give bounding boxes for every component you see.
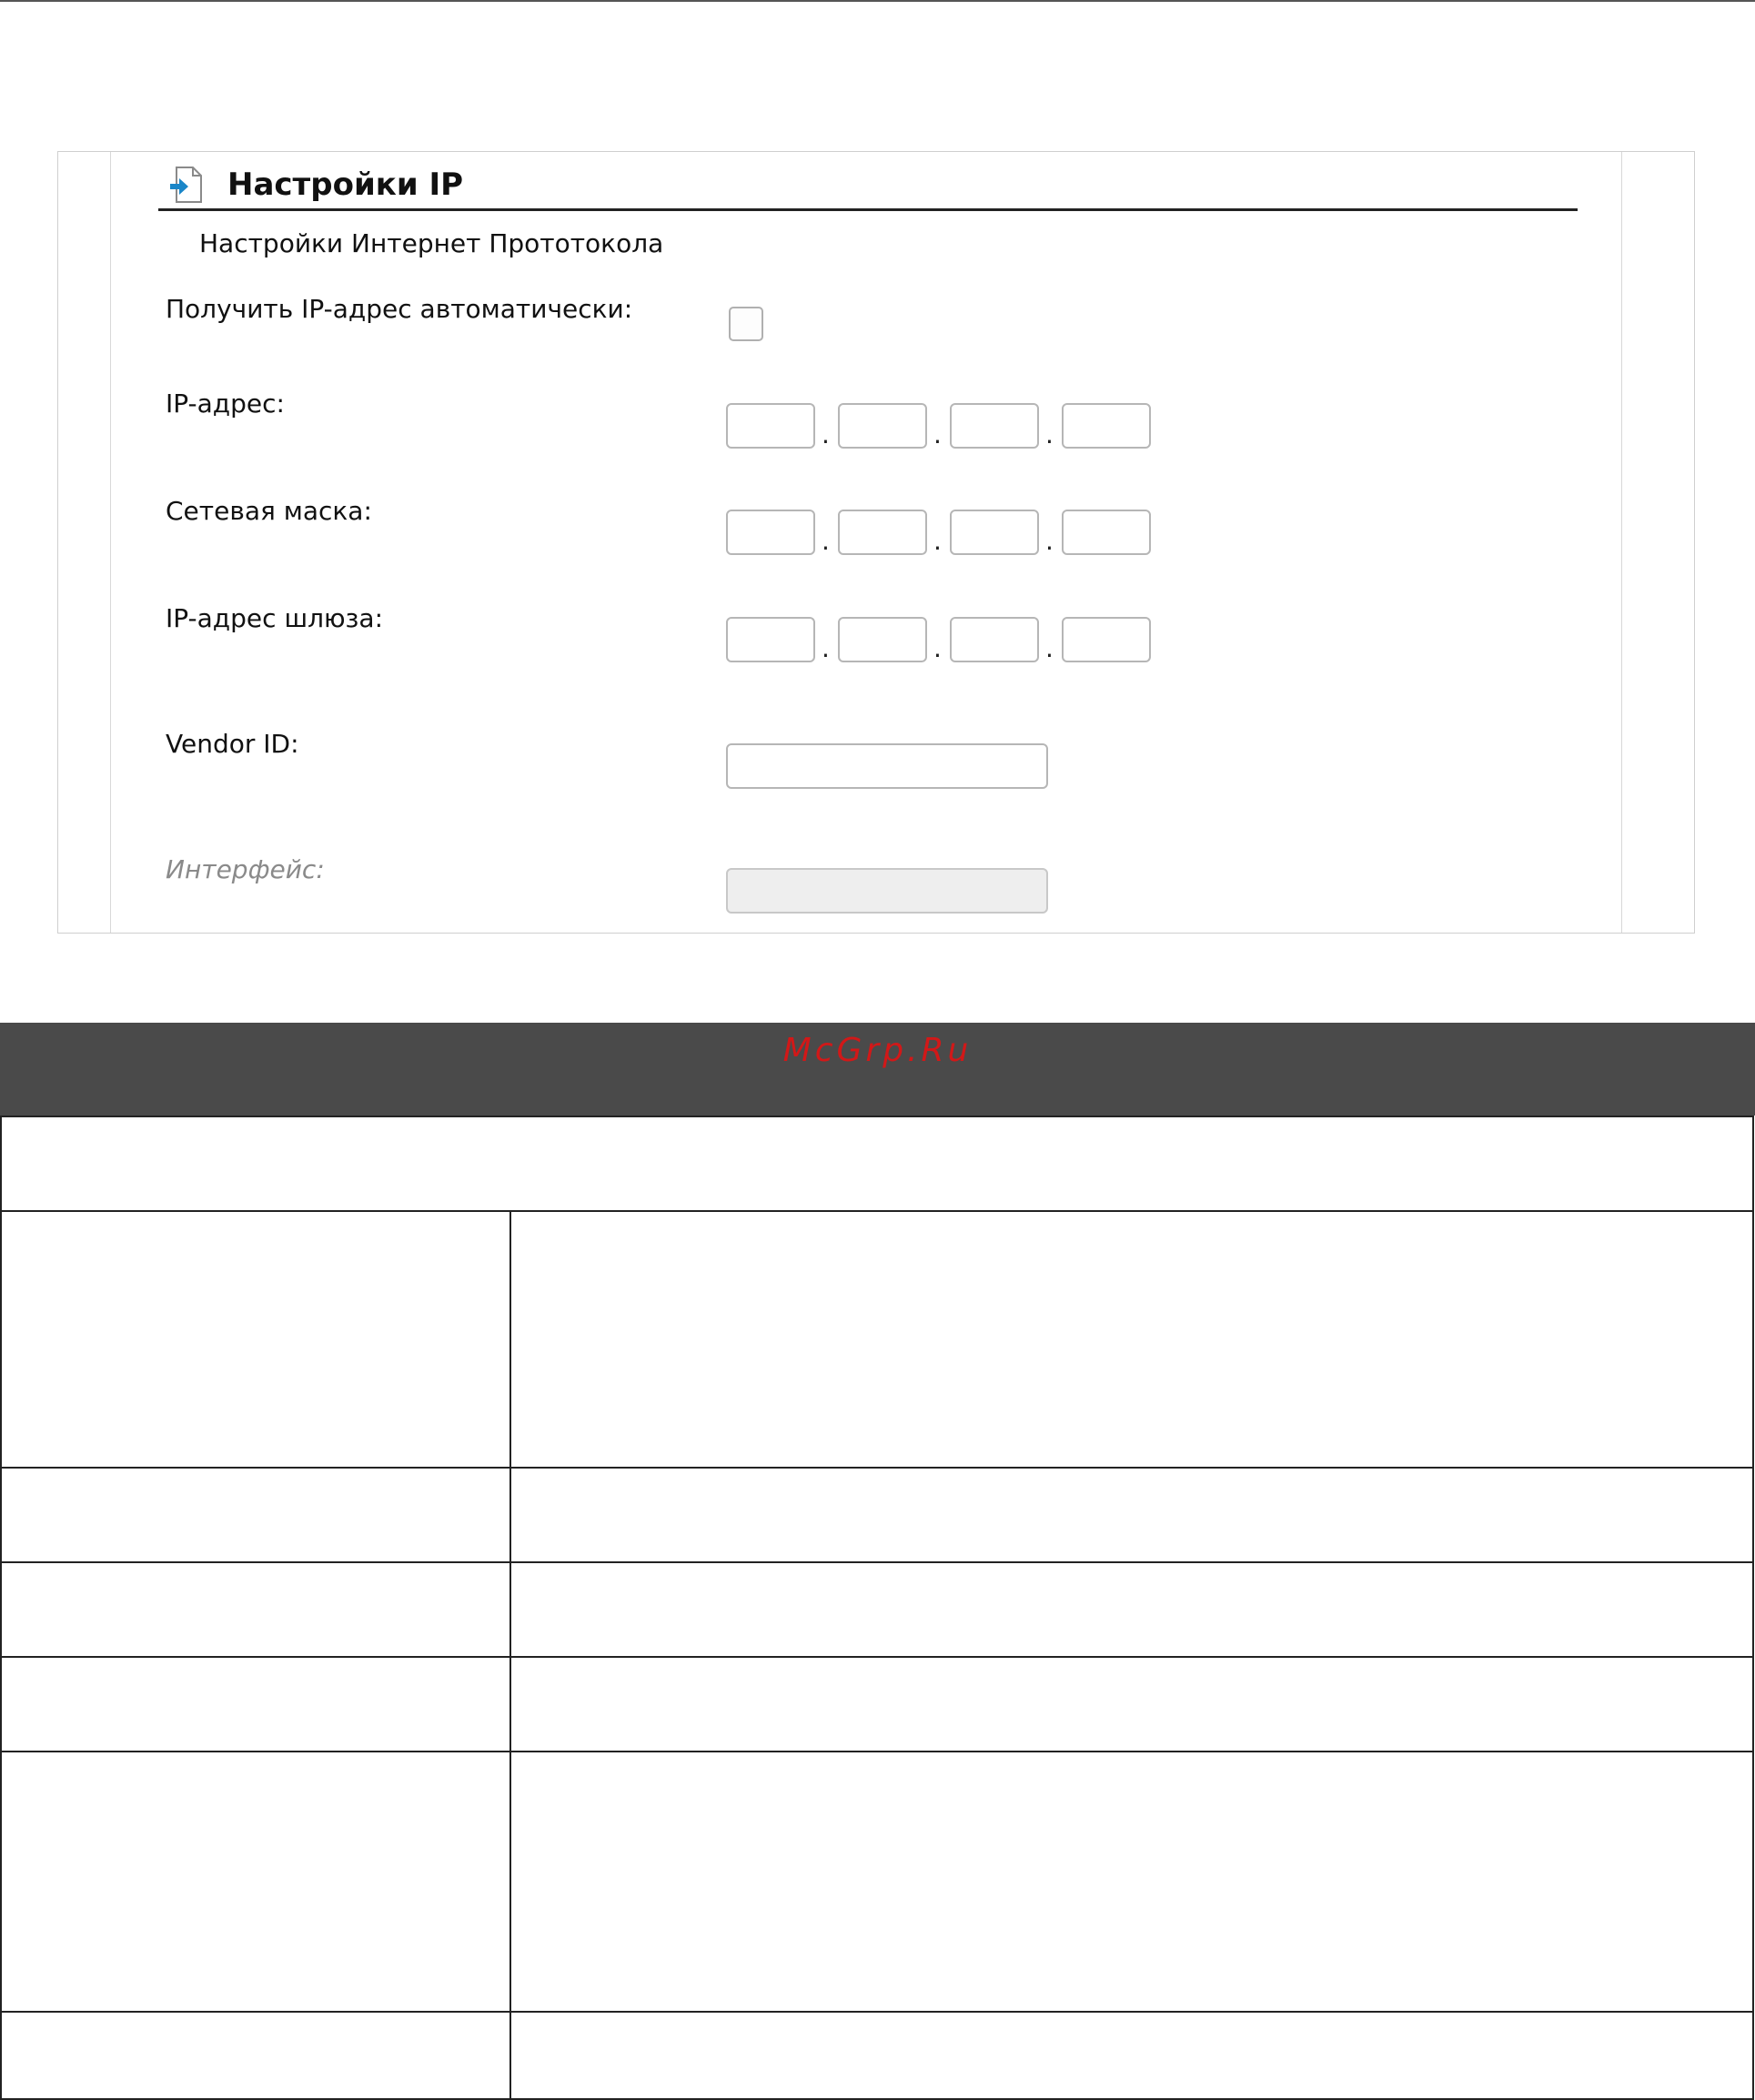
octet-separator: . (933, 419, 942, 449)
auto-ip-label: Получить IP-адрес автоматически: (166, 294, 633, 324)
octet-separator: . (933, 526, 942, 556)
octet-separator: . (822, 633, 830, 663)
subnet-mask-field (726, 510, 1163, 555)
mask-octet-4[interactable] (1062, 510, 1151, 555)
octet-separator: . (1045, 526, 1054, 556)
table-cell-description (509, 1561, 1754, 1658)
ip-octet-2[interactable] (838, 403, 927, 449)
vendor-id-input[interactable] (726, 743, 1048, 789)
ip-octet-3[interactable] (950, 403, 1039, 449)
section-subtitle: Настройки Интернет Прототокола (199, 228, 664, 258)
panel-left-rail (110, 152, 111, 933)
ip-octet-4[interactable] (1062, 403, 1151, 449)
table-cell-parameter (0, 1467, 511, 1563)
table-header-row (0, 1116, 1754, 1212)
gateway-label: IP-адрес шлюза: (166, 603, 384, 633)
octet-separator: . (933, 633, 942, 663)
section-header (166, 159, 1639, 212)
panel-right-rail (1621, 152, 1622, 933)
table-cell-parameter (0, 1210, 511, 1469)
vendor-id-label: Vendor ID: (166, 729, 299, 759)
table-cell-description (509, 1210, 1754, 1469)
ip-address-field (726, 403, 1163, 449)
gateway-octet-1[interactable] (726, 617, 815, 662)
watermark-bar (0, 1023, 1755, 1116)
table-cell-description (509, 1467, 1754, 1563)
mask-octet-3[interactable] (950, 510, 1039, 555)
interface-label: Интерфейс: (166, 854, 325, 884)
table-cell-parameter (0, 1561, 511, 1658)
interface-input (726, 868, 1048, 914)
ip-address-label: IP-адрес: (166, 389, 285, 419)
table-cell-parameter (0, 1751, 511, 2013)
table-cell-description (509, 1656, 1754, 1752)
subnet-mask-label: Сетевая маска: (166, 496, 372, 526)
gateway-octet-4[interactable] (1062, 617, 1151, 662)
table-cell-description (509, 1751, 1754, 2013)
page-arrow-icon (169, 165, 206, 205)
ip-settings-panel (57, 151, 1695, 934)
table-cell-parameter (0, 1656, 511, 1752)
ip-octet-1[interactable] (726, 403, 815, 449)
octet-separator: . (1045, 633, 1054, 663)
gateway-octet-3[interactable] (950, 617, 1039, 662)
octet-separator: . (822, 419, 830, 449)
section-title: Настройки IP (227, 167, 464, 203)
gateway-octet-2[interactable] (838, 617, 927, 662)
header-rule (158, 208, 1578, 211)
parameters-table (0, 1116, 1754, 2100)
mask-octet-2[interactable] (838, 510, 927, 555)
top-rule (0, 0, 1755, 2)
octet-separator: . (822, 526, 830, 556)
watermark-text: McGrp.Ru (782, 1032, 973, 1069)
octet-separator: . (1045, 419, 1054, 449)
table-cell-description (509, 2011, 1754, 2100)
mask-octet-1[interactable] (726, 510, 815, 555)
gateway-field (726, 617, 1163, 662)
auto-ip-checkbox[interactable] (729, 307, 763, 341)
table-cell-parameter (0, 2011, 511, 2100)
